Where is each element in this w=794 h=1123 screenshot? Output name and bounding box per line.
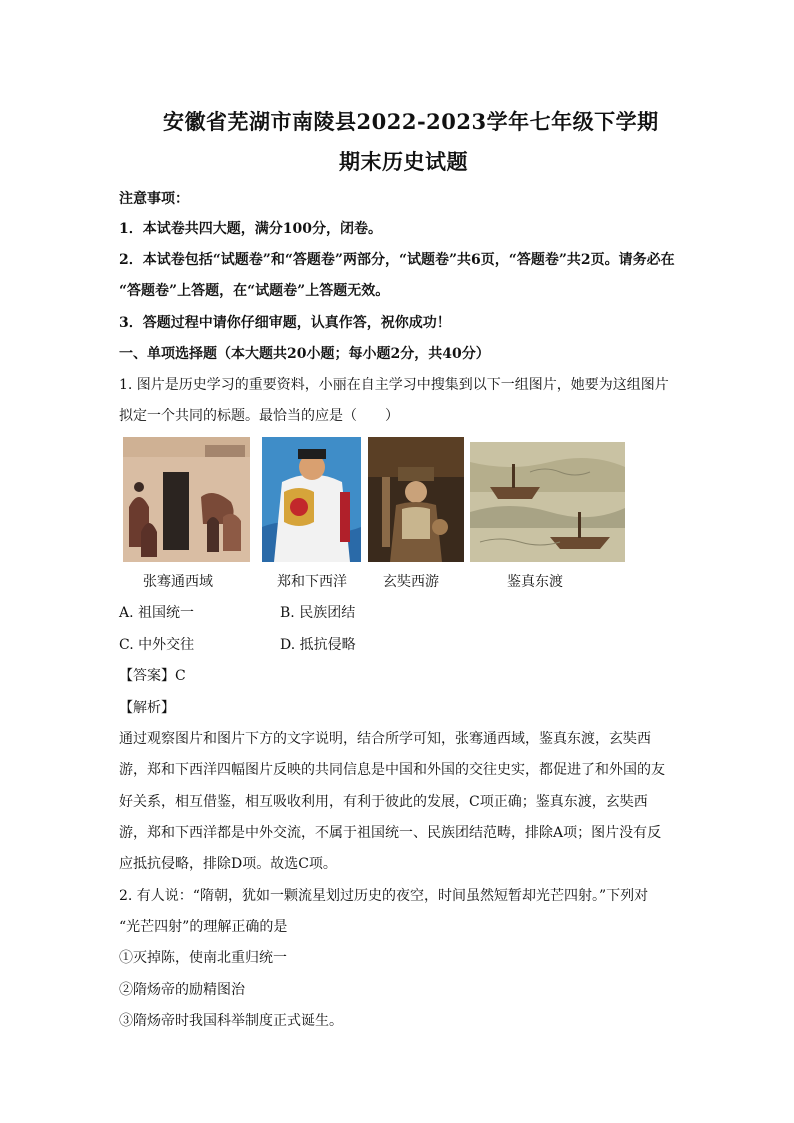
note-1: 1．本试卷共四大题，满分100分，闭卷。 bbox=[119, 221, 382, 237]
page-title: 安徽省芜湖市南陵县2022-2023学年七年级下学期 bbox=[163, 109, 659, 134]
q2-item-1: ①灭掉陈，使南北重归统一 bbox=[119, 950, 287, 966]
image-jianzhen bbox=[470, 442, 625, 562]
note-2-cont: “答题卷”上答题，在“试题卷”上答题无效。 bbox=[119, 283, 390, 299]
option-a: A. 祖国统一 bbox=[119, 605, 195, 621]
caption-xuanzang: 玄奘西游 bbox=[383, 574, 439, 590]
option-c: C. 中外交往 bbox=[119, 637, 195, 653]
caption-zhang-qian: 张骞通西域 bbox=[143, 574, 213, 590]
q1-stem: 1. 图片是历史学习的重要资料，小丽在自主学习中搜集到以下一组图片，她要为这组图片 bbox=[119, 377, 669, 393]
option-b: B. 民族团结 bbox=[280, 605, 356, 621]
q1-stem-cont: 拟定一个共同的标题。最恰当的应是（ ） bbox=[119, 408, 399, 424]
notes-heading: 注意事项： bbox=[119, 191, 189, 207]
q2-stem: 2. 有人说：“隋朝，犹如一颗流星划过历史的夜空，时间虽然短暂却光芒四射。”下列对 bbox=[119, 888, 649, 904]
q2-stem-cont: “光芒四射”的理解正确的是 bbox=[119, 919, 288, 935]
analysis-heading: 【解析】 bbox=[119, 700, 175, 716]
q2-item-3: ③隋炀帝时我国科举制度正式诞生。 bbox=[119, 1013, 343, 1029]
analysis-line: 好关系，相互借鉴，相互吸收利用，有利于彼此的发展，C项正确；鉴真东渡，玄奘西 bbox=[119, 794, 648, 810]
analysis-line: 通过观察图片和图片下方的文字说明，结合所学可知，张骞通西域，鉴真东渡，玄奘西 bbox=[119, 731, 651, 747]
image-xuanzang bbox=[368, 437, 464, 562]
image-zhang-qian bbox=[123, 437, 250, 562]
analysis-line: 游，郑和下西洋都是中外交流，不属于祖国统一、民族团结范畴，排除A项；图片没有反 bbox=[119, 825, 662, 841]
analysis-line: 应抵抗侵略，排除D项。故选C项。 bbox=[119, 856, 337, 872]
section-heading: 一、单项选择题（本大题共20小题；每小题2分，共40分） bbox=[119, 346, 490, 362]
option-d: D. 抵抗侵略 bbox=[280, 637, 356, 653]
caption-zheng-he: 郑和下西洋 bbox=[277, 574, 347, 590]
q2-item-2: ②隋炀帝的励精图治 bbox=[119, 982, 245, 998]
note-3: 3．答题过程中请你仔细审题，认真作答，祝你成功！ bbox=[119, 315, 451, 331]
note-2: 2．本试卷包括“试题卷”和“答题卷”两部分，“试题卷”共6页，“答题卷”共2页。请务必在 bbox=[119, 252, 675, 268]
image-zheng-he bbox=[262, 437, 361, 562]
analysis-line: 游，郑和下西洋四幅图片反映的共同信息是中国和外国的交往史实，都促进了和外国的友 bbox=[119, 762, 665, 778]
answer-label: 【答案】C bbox=[119, 668, 186, 684]
page-subtitle: 期末历史试题 bbox=[339, 149, 468, 174]
caption-jianzhen: 鉴真东渡 bbox=[507, 574, 563, 590]
